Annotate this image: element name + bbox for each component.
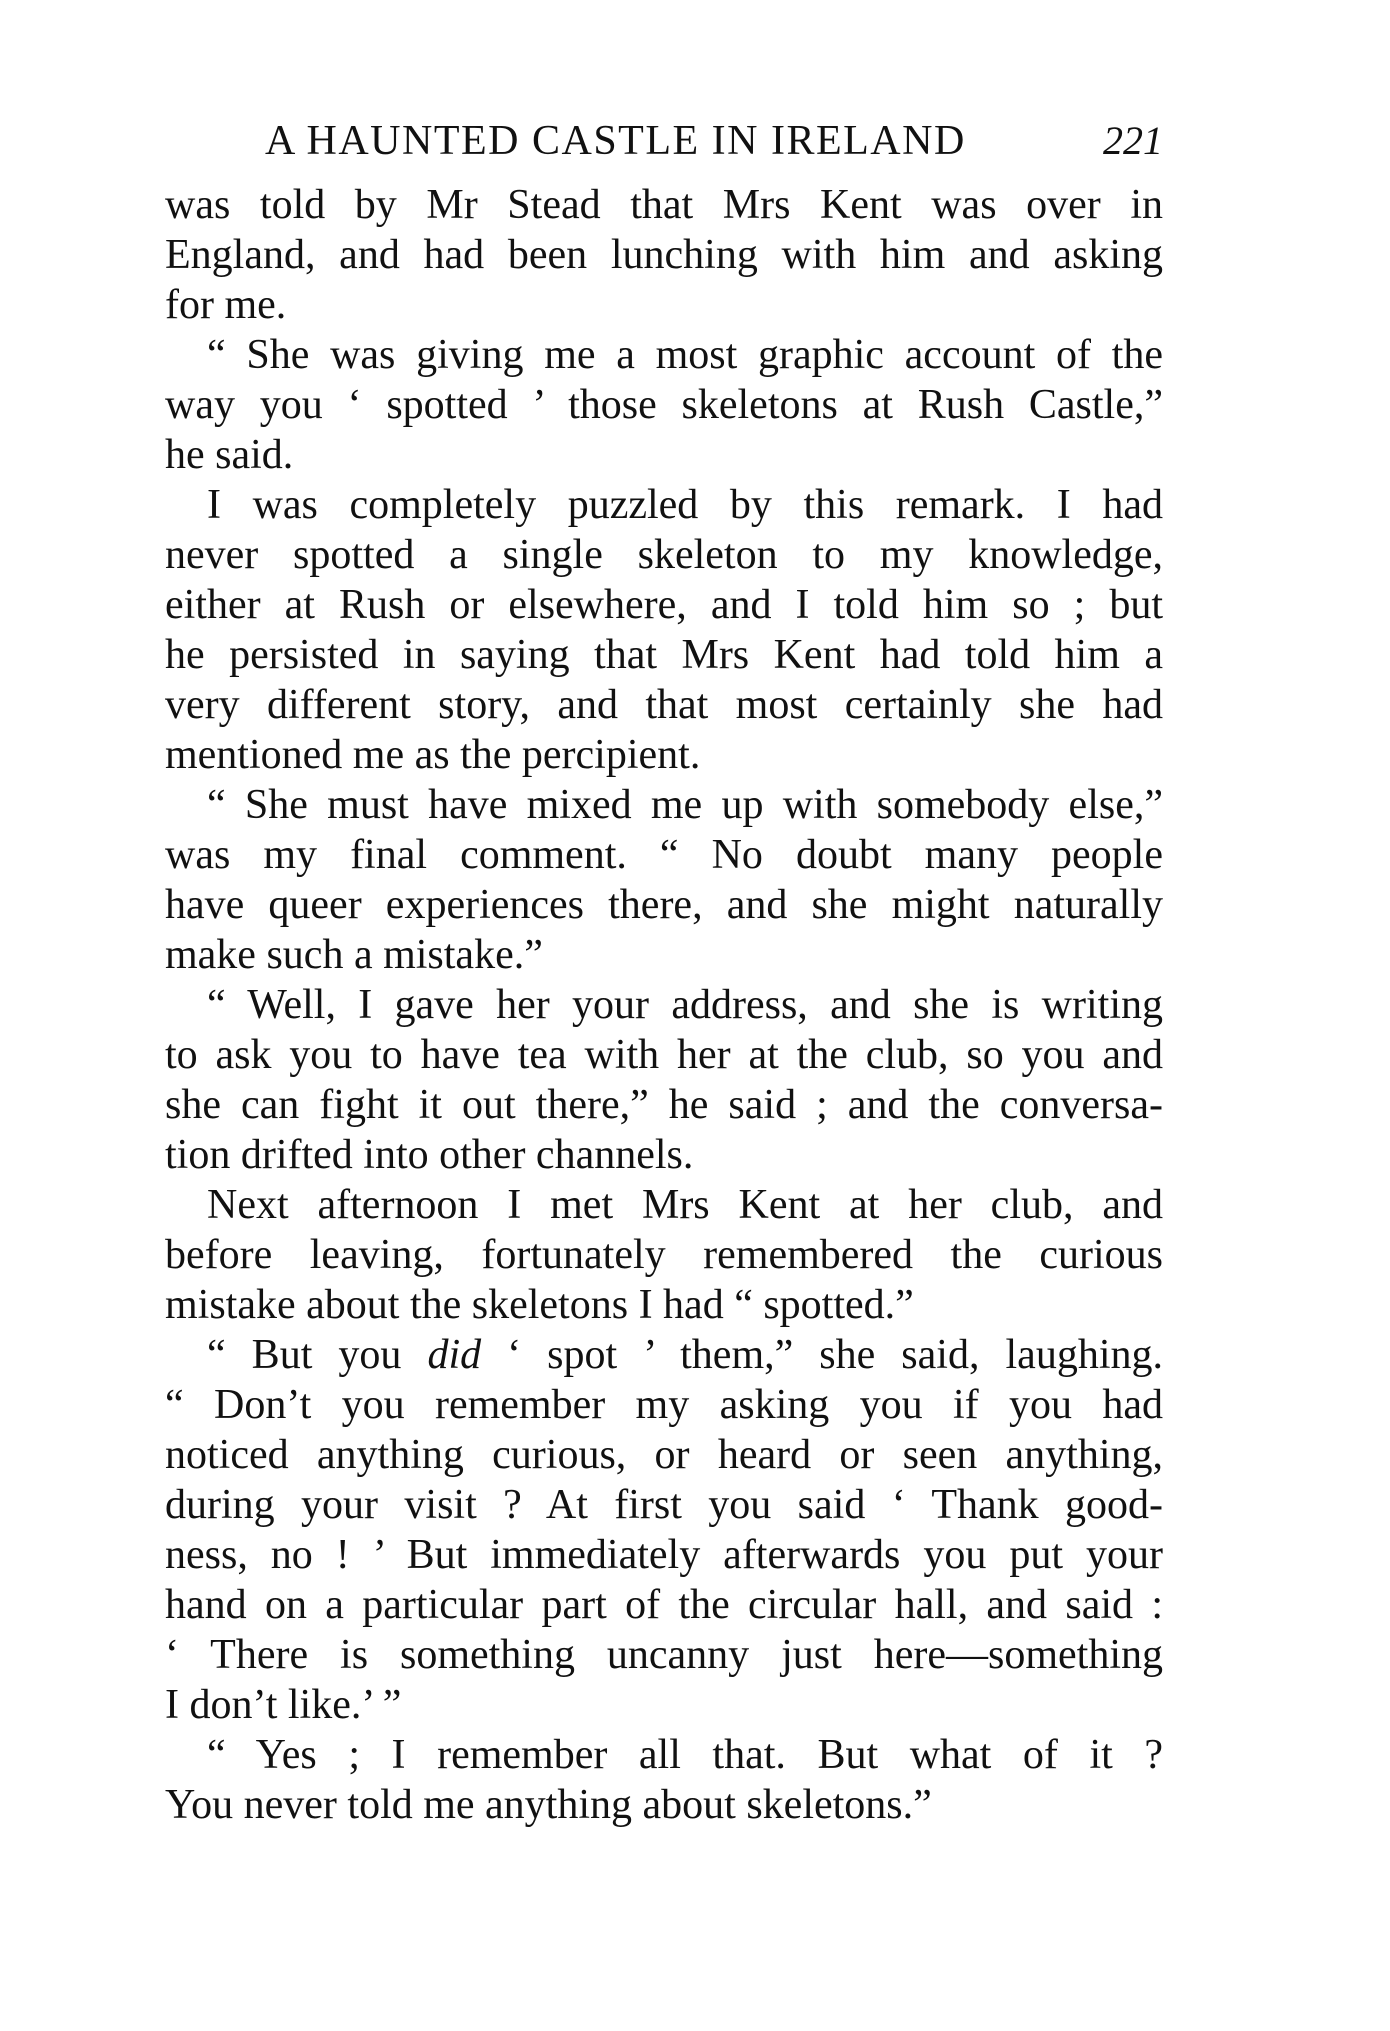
text-line: during your visit ? At first you said ‘ Thank good-	[165, 1482, 1163, 1528]
text-line: was my final comment. “ No doubt many people	[165, 832, 1163, 878]
text-line: Next afternoon I met Mrs Kent at her club, and	[207, 1182, 1163, 1228]
paragraph	[165, 180, 1163, 330]
text-line: before leaving, fortunately remembered the curious	[165, 1232, 1163, 1278]
text-line: was told by Mr Stead that Mrs Kent was over in	[165, 182, 1163, 228]
text-line: for me.	[165, 282, 287, 328]
text-line: way you ‘ spotted ’ those skeletons at Rush Castle,”	[165, 382, 1163, 428]
text-line: she can fight it out there,” he said ; and the conversa-	[165, 1082, 1163, 1128]
text-line: have queer experiences there, and she might naturally	[165, 882, 1163, 928]
text-line: I don’t like.’ ”	[165, 1682, 402, 1728]
text-run: “ But you	[207, 1332, 428, 1378]
running-title: A HAUNTED CASTLE IN IRELAND	[265, 118, 966, 164]
text-line: never spotted a single skeleton to my knowledge,	[165, 532, 1163, 578]
text-line: “ Well, I gave her your address, and she is writing	[207, 982, 1163, 1028]
body-text	[165, 180, 1163, 1830]
paragraph	[165, 780, 1163, 980]
text-line: he said.	[165, 432, 294, 478]
text-line: “ Yes ; I remember all that. But what of it ?	[207, 1732, 1163, 1778]
text-line	[165, 1330, 1163, 1380]
text-line: ‘ There is something uncanny just here—something	[165, 1632, 1163, 1678]
running-header	[165, 112, 1163, 170]
text-line: to ask you to have tea with her at the club, so you and	[165, 1032, 1163, 1078]
text-line: “ She must have mixed me up with somebody else,”	[207, 782, 1163, 828]
text-line: hand on a particular part of the circular hall, and said :	[165, 1582, 1163, 1628]
text-line: mistake about the skeletons I had “ spotted.”	[165, 1282, 914, 1328]
text-run: ‘ spot ’ them,” she said, laughing.	[481, 1332, 1163, 1378]
paragraph	[165, 1180, 1163, 1330]
text-line: You never told me anything about skeletons.”	[165, 1782, 932, 1828]
text-line: ness, no ! ’ But immediately afterwards you put your	[165, 1532, 1163, 1578]
paragraph	[165, 330, 1163, 480]
text-line: either at Rush or elsewhere, and I told him so ; but	[165, 582, 1163, 628]
text-line: make such a mistake.”	[165, 932, 543, 978]
text-line: mentioned me as the percipient.	[165, 732, 701, 778]
paragraph	[165, 1330, 1163, 1730]
text-line: England, and had been lunching with him and asking	[165, 232, 1163, 278]
paragraph	[165, 1730, 1163, 1830]
text-line: very different story, and that most certainly she had	[165, 682, 1163, 728]
emphasized-word: did	[427, 1332, 482, 1378]
text-line: noticed anything curious, or heard or seen anything,	[165, 1432, 1163, 1478]
paragraph	[165, 480, 1163, 780]
page-number: 221	[1103, 118, 1163, 163]
text-line: tion drifted into other channels.	[165, 1132, 694, 1178]
text-line: he persisted in saying that Mrs Kent had told him a	[165, 632, 1163, 678]
book-page	[165, 112, 1163, 1830]
text-line: I was completely puzzled by this remark. I had	[207, 482, 1163, 528]
text-line: “ Don’t you remember my asking you if you had	[165, 1382, 1163, 1428]
text-line: “ She was giving me a most graphic account of the	[207, 332, 1163, 378]
paragraph	[165, 980, 1163, 1180]
